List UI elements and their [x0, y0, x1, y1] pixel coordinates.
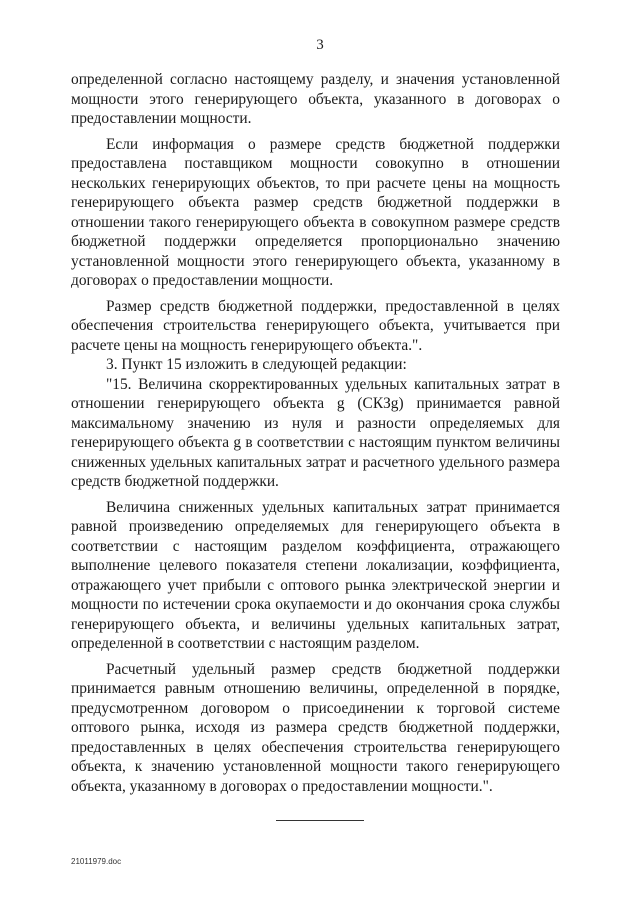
- page-number: 3: [316, 37, 324, 53]
- paragraph-item-3-heading: 3. Пункт 15 изложить в следующей редакции:: [106, 356, 407, 373]
- document-body: [71, 70, 560, 796]
- footer-file-name: 21011979.doc: [71, 857, 122, 866]
- paragraph-budget-support-multiple-objects: Если информация о размере средств бюджетной поддержки предоставлена поставщиком мощности совокупно в отношении нескольких генерирующих объектов, то при расчете цены на мощность генерирующего объекта размер средств бюджетной поддержки в отношении такого генерирующего объекта в совокупном размере средств бюджетной поддержки определяется пропорционально значению установленной мощности этого генерирующего объекта, указанному в договорах о предоставлении мощности.: [71, 135, 560, 289]
- paragraph-continuation: определенной согласно настоящему разделу, и значения установленной мощности этого генерирующего объекта, указанного в договорах о предоставлении мощности.: [71, 71, 560, 127]
- paragraph-budget-support-size: Размер средств бюджетной поддержки, предоставленной в целях обеспечения строительства генерирующего объекта, учитывается при расчете цены на мощность генерирующего объекта.".: [71, 297, 560, 354]
- end-separator-line: [276, 820, 364, 821]
- paragraph-reduced-capital-costs: Величина сниженных удельных капитальных затрат принимается равной произведению определяемых для генерирующего объекта в соответствии с настоящим разделом коэффициента, отражающего выполнение целевого показателя степени локализации, коэффициента, отражающего учет прибыли с оптового рынка электрической энергии и мощности по истечении срока окупаемости и до окончания срока службы генерирующего объекта, и величины удельных капитальных затрат, определенной в соответствии с настоящим разделом.: [71, 498, 560, 652]
- paragraph-estimated-budget-support: Расчетный удельный размер средств бюджетной поддержки принимается равным отношению величины, определенной в порядке, предусмотренном договором о присоединении к торговой системе оптового рынка, исходя из размера средств бюджетной поддержки, предоставленных в целях обеспечения строительства генерирующего объекта, к значению установленной мощности такого генерирующего объекта, указанному в договорах о предоставлении мощности.".: [71, 660, 560, 795]
- paragraph-item-15: "15. Величина скорректированных удельных капитальных затрат в отношении генерирующего объекта g (СКЗg) принимается равной максимальному значению из нуля и разности определяемых для генерирующего объекта g в соответствии с настоящим пунктом величины сниженных удельных капитальных затрат и расчетного удельного размера средств бюджетной поддержки.: [71, 375, 560, 490]
